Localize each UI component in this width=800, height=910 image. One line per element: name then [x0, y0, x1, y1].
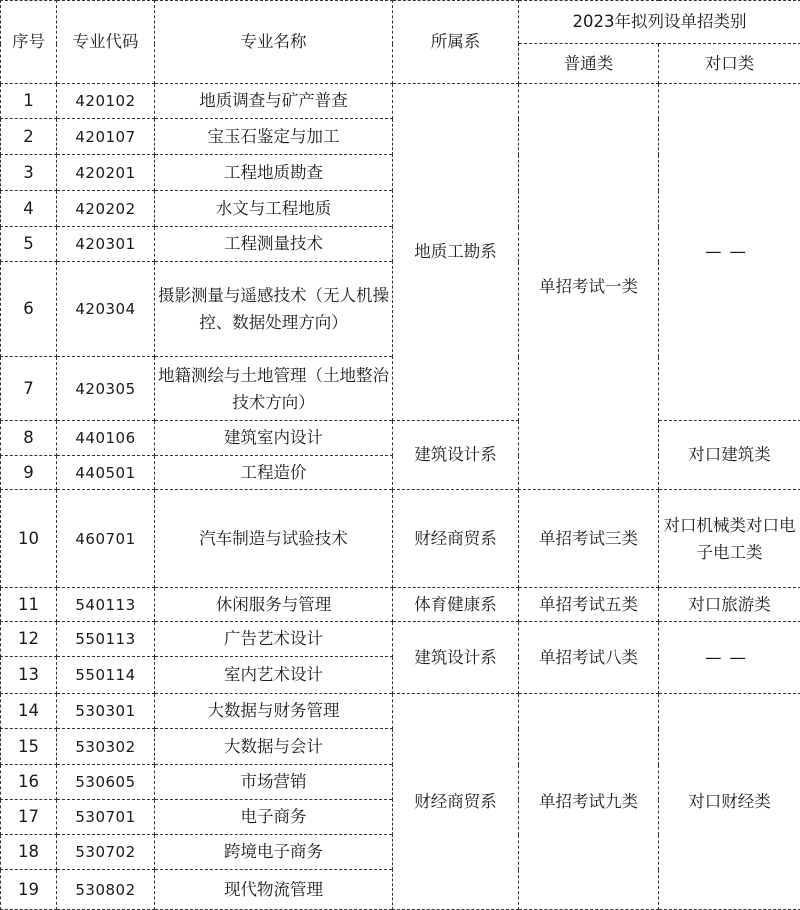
- row-code: 550113: [57, 622, 155, 657]
- table-row: [1, 588, 800, 622]
- row-index: 1: [1, 84, 57, 119]
- row-index: 19: [1, 870, 57, 910]
- row-code: 420107: [57, 119, 155, 155]
- row-name: 室内艺术设计: [155, 657, 393, 694]
- row-index: 15: [1, 729, 57, 765]
- row-code: 530701: [57, 800, 155, 835]
- row-code: 550114: [57, 657, 155, 694]
- general-category-cell: 单招考试五类: [519, 588, 659, 622]
- table-row: [1, 622, 800, 657]
- department-cell: 建筑设计系: [393, 622, 519, 694]
- matching-category-cell: 对口旅游类: [659, 588, 800, 622]
- row-code: 440106: [57, 421, 155, 456]
- row-name: 宝玉石鉴定与加工: [155, 119, 393, 155]
- row-index: 5: [1, 227, 57, 262]
- table-row: [1, 421, 800, 456]
- row-name: 摄影测量与遥感技术（无人机操控、数据处理方向）: [155, 262, 393, 357]
- matching-category-cell: 对口财经类: [659, 694, 800, 910]
- row-name: 广告艺术设计: [155, 622, 393, 657]
- general-category-cell: 单招考试一类: [519, 84, 659, 490]
- header-category-matching: 对口类: [659, 44, 800, 84]
- row-code: 420202: [57, 191, 155, 227]
- row-name: 工程造价: [155, 456, 393, 490]
- general-category-cell: 单招考试九类: [519, 694, 659, 910]
- row-code: 530802: [57, 870, 155, 910]
- row-index: 13: [1, 657, 57, 694]
- row-code: 440501: [57, 456, 155, 490]
- header-category-group: 2023年拟列设单招类别: [519, 1, 800, 44]
- row-name: 工程测量技术: [155, 227, 393, 262]
- row-code: 420304: [57, 262, 155, 357]
- row-name: 电子商务: [155, 800, 393, 835]
- row-name: 地籍测绘与土地管理（土地整治技术方向）: [155, 357, 393, 421]
- matching-category-cell: 对口机械类对口电子电工类: [659, 490, 800, 588]
- row-code: 530302: [57, 729, 155, 765]
- row-code: 530702: [57, 835, 155, 870]
- general-category-cell: 单招考试三类: [519, 490, 659, 588]
- department-cell: 建筑设计系: [393, 421, 519, 490]
- row-name: 水文与工程地质: [155, 191, 393, 227]
- row-index: 9: [1, 456, 57, 490]
- row-code: 530301: [57, 694, 155, 729]
- row-code: 420305: [57, 357, 155, 421]
- table-row: [1, 490, 800, 588]
- header-code: 专业代码: [57, 1, 155, 84]
- row-code: 420301: [57, 227, 155, 262]
- row-index: 7: [1, 357, 57, 421]
- department-cell: 地质工勘系: [393, 84, 519, 421]
- department-cell: 财经商贸系: [393, 694, 519, 910]
- row-code: 420102: [57, 84, 155, 119]
- row-index: 17: [1, 800, 57, 835]
- row-name: 市场营销: [155, 765, 393, 800]
- row-name: 大数据与财务管理: [155, 694, 393, 729]
- header-department: 所属系: [393, 1, 519, 84]
- header-index: 序号: [1, 1, 57, 84]
- matching-category-cell: 对口建筑类: [659, 421, 800, 490]
- row-name: 跨境电子商务: [155, 835, 393, 870]
- row-code: 420201: [57, 155, 155, 191]
- row-index: 4: [1, 191, 57, 227]
- row-name: 工程地质勘查: [155, 155, 393, 191]
- row-index: 14: [1, 694, 57, 729]
- row-index: 6: [1, 262, 57, 357]
- row-name: 地质调查与矿产普查: [155, 84, 393, 119]
- row-index: 12: [1, 622, 57, 657]
- header-category-general: 普通类: [519, 44, 659, 84]
- row-name: 现代物流管理: [155, 870, 393, 910]
- row-index: 18: [1, 835, 57, 870]
- row-name: 休闲服务与管理: [155, 588, 393, 622]
- row-name: 大数据与会计: [155, 729, 393, 765]
- row-index: 16: [1, 765, 57, 800]
- matching-category-cell: ——: [659, 622, 800, 694]
- header-name: 专业名称: [155, 1, 393, 84]
- general-category-cell: 单招考试八类: [519, 622, 659, 694]
- table-row: [1, 694, 800, 729]
- row-index: 3: [1, 155, 57, 191]
- department-cell: 财经商贸系: [393, 490, 519, 588]
- table-row: [1, 84, 800, 119]
- matching-category-cell: ——: [659, 84, 800, 421]
- row-name: 建筑室内设计: [155, 421, 393, 456]
- row-code: 530605: [57, 765, 155, 800]
- row-index: 10: [1, 490, 57, 588]
- row-code: 540113: [57, 588, 155, 622]
- row-name: 汽车制造与试验技术: [155, 490, 393, 588]
- row-code: 460701: [57, 490, 155, 588]
- department-cell: 体育健康系: [393, 588, 519, 622]
- row-index: 8: [1, 421, 57, 456]
- row-index: 11: [1, 588, 57, 622]
- row-index: 2: [1, 119, 57, 155]
